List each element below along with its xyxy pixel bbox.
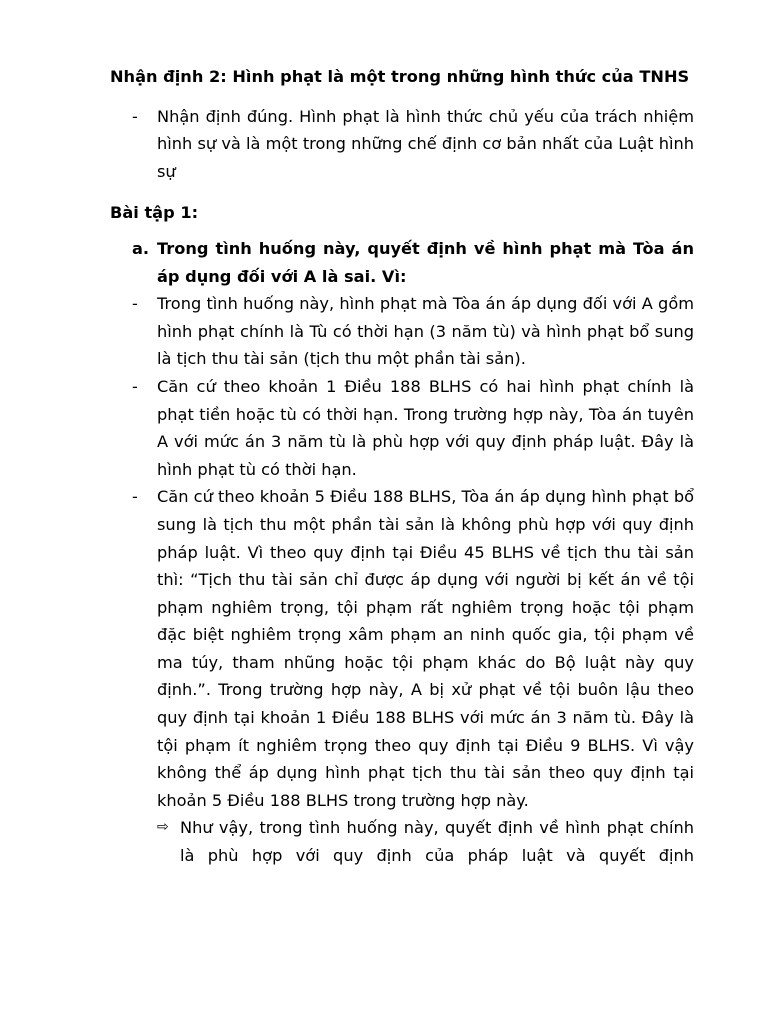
item-a-marker: a. <box>132 238 150 258</box>
document-page <box>110 63 694 870</box>
exercise-1-item-a <box>110 235 694 290</box>
bullet-3-text: Căn cứ theo khoản 5 Điều 188 BLHS, Tòa án áp dụng hình phạt bổ sung là tịch thu một phần tài sản là không phù hợp với quy định pháp luật. Vì theo quy định tại Điều 45 BLHS về tịch thu tài sản thì: “Tịch thu tài sản chỉ được áp dụng với người bị kết án về tội phạm nghiêm trọng, tội phạm rất nghiêm trọng hoặc tội phạm đặc biệt nghiêm trọng xâm phạm an ninh quốc gia, tội phạm về ma túy, tham nhũng hoặc tội phạm khác do Bộ luật này quy định.”. Trong trường hợp này, A bị xử phạt về tội buôn lậu theo quy định tại khoản 1 Điều 188 BLHS với mức án 3 năm tù. Đây là tội phạm ít nghiêm trọng theo quy định tại Điều 9 BLHS. Vì vậy không thể áp dụng hình phạt tịch thu tài sản theo quy định tại khoản 5 Điều 188 BLHS trong trường hợp này. <box>157 487 694 810</box>
exercise-1-bullet-2 <box>110 373 694 483</box>
arrow-right-icon: ⇨ <box>157 819 169 836</box>
bullet-marker: - <box>132 106 138 126</box>
bullet-1-text: Trong tình huống này, hình phạt mà Tòa án áp dụng đối với A gồm hình phạt chính là Tù có thời hạn (3 năm tù) và hình phạt bổ sung là tịch thu tài sản (tịch thu một phần tài sản). <box>157 294 694 369</box>
bullet-marker: - <box>132 487 138 507</box>
conclusion-text: Như vậy, trong tình huống này, quyết định về hình phạt chính là phù hợp với quy định của pháp luật và quyết định <box>180 818 694 866</box>
statement-2-heading: Nhận định 2: Hình phạt là một trong những hình thức của TNHS <box>110 67 690 86</box>
bullet-marker: - <box>132 376 138 396</box>
exercise-1-bullet-3 <box>110 483 694 814</box>
bullet-marker: - <box>132 294 138 314</box>
bullet-2-text: Căn cứ theo khoản 1 Điều 188 BLHS có hai hình phạt chính là phạt tiền hoặc tù có thời hạn. Trong trường hợp này, Tòa án tuyên A với mức án 3 năm tù là phù hợp với quy định pháp luật. Đây là hình phạt tù có thời hạn. <box>157 376 694 479</box>
item-a-text: Trong tình huống này, quyết định về hình phạt mà Tòa án áp dụng đối với A là sai. Vì: <box>157 238 694 286</box>
exercise-1-bullet-1 <box>110 290 694 373</box>
conclusion-item <box>110 814 694 869</box>
statement-2-text: Nhận định đúng. Hình phạt là hình thức chủ yếu của trách nhiệm hình sự và là một trong những chế định cơ bản nhất của Luật hình sự <box>157 106 694 181</box>
exercise-1-label: Bài tập 1: <box>110 203 199 223</box>
statement-2-bullet <box>110 103 694 186</box>
